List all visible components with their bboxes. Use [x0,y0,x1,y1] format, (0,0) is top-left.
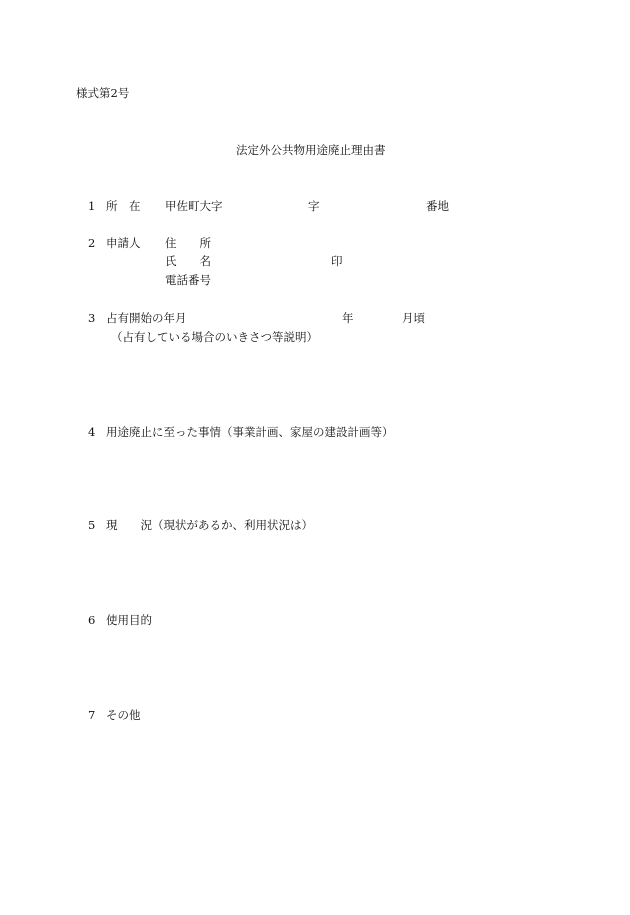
seal-label: 印 [331,254,343,268]
banchi-label: 番地 [426,199,449,213]
phone-label: 電話番号 [165,273,211,287]
form-number: 様式第2号 [76,86,130,100]
item-label-applicant: 申請人 [106,236,141,250]
aza-label: 字 [308,199,320,213]
item-number: 4 [88,425,96,439]
town-label: 甲佐町大字 [165,199,223,213]
year-label: 年 [342,311,354,325]
item-number: 5 [88,518,96,532]
item-number: 2 [88,236,96,250]
document-title: 法定外公共物用途廃止理由書 [236,143,386,157]
item-label-other: その他 [106,708,141,722]
item-number: 3 [88,311,96,325]
address-label: 住 所 [165,236,211,250]
item-label-location: 所 在 [106,199,141,213]
item-label-purpose: 使用目的 [106,613,152,627]
item-label-reason: 用途廃止に至った事情（事業計画、家屋の建設計画等） [106,425,394,439]
item-number: 6 [88,613,96,627]
month-label: 月頃 [402,311,425,325]
occupancy-note: （占有している場合のいきさつ等説明） [111,330,318,344]
name-label: 氏 名 [165,254,211,268]
item-number: 7 [88,708,96,722]
item-number: 1 [88,199,96,213]
item-label-occupancy: 占有開始の年月 [106,311,187,325]
item-label-status: 現 況（現状があるか、利用状況は） [106,518,313,532]
